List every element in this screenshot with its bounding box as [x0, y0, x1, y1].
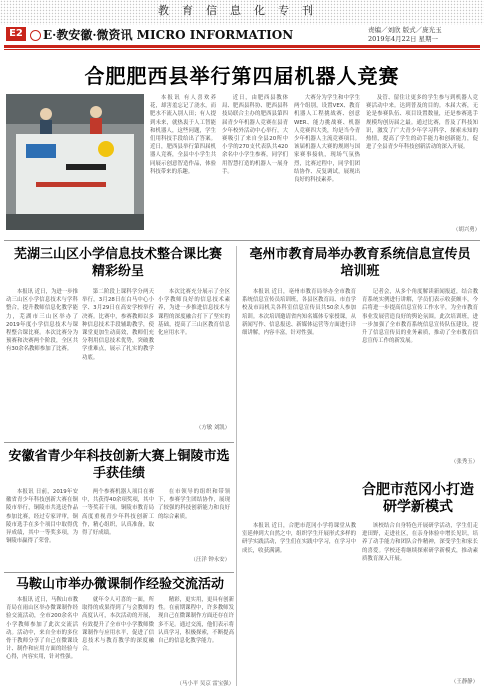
hefei-headline: 合肥市范冈小打造研学新模式 — [362, 482, 474, 515]
main-article-col-1: 本报讯 有人喜欢养花，却害羞忘记了浇水，而肥水不流入别人田；有人提到未来，就热衷于人工智能和机器人，这些问题，学生们用科技手段给出了答案。近日，肥西县举行第四届机器人竞赛，全县中小学生共同展示创意智造作品，体验科技带来的乐趣。 — [150, 95, 216, 175]
main-headline: 合肥肥西县举行第四届机器人竞赛 — [84, 64, 400, 88]
wuhu-col-2: 第二阶段上课科学分两天举行，3月28日在白马中心小学、3月29日在高安学校举行决赛。比赛中，参赛教师以多种信息技术手段辅助教学，使课堂更加生动高效，教师们充分利用信息技术优势，突破教学重难点，展示了扎实的教学功底。 — [82, 289, 154, 361]
section-divider — [4, 240, 480, 241]
editor-line: 责编／刘欣 版式／庞光玉 — [368, 26, 442, 34]
main-article-col-2: 近日，由肥西县教体局、肥西县科协、肥西县科技局联合主办的肥西县第四届青少年机器人竞赛在县青少年校外活动中心举行，大赛吸引了来自全县20所中小学的270支代表队共420余名中小学生参赛，同学们用智慧打造的机器人一展身手。 — [222, 95, 288, 175]
page-meta — [368, 26, 480, 44]
header-rule-thin — [4, 49, 480, 50]
maanshan-col-1: 本报讯 近日，马鞍山市教育局在雨山区举办微课制作经验交流活动，全市200余名中小学教师参加了此次交流活动。活动中，来自全市的多位骨干教师分享了自己在微课设计、制作和应用方面的经验与心得，内容实用，针对性强。 — [6, 597, 78, 661]
robot-competition-photo — [6, 94, 144, 230]
page-title-text: E·教安徽·微资讯 MICRO INFORMATION — [43, 28, 294, 42]
maanshan-credit: （马小平 吴京 雷宝强） — [176, 681, 234, 687]
section-banner: 教育信息化专刊 — [158, 4, 326, 17]
maanshan-headline: 马鞍山市举办微课制作经验交流活动 — [15, 577, 224, 592]
page-title — [30, 26, 293, 43]
wuhu-col-3: 本次比赛充分展示了全区小学教师良好的信息技术素养，为进一步推进信息技术与课程的深度融合打下了坚实的基础，提高了三山区教育信息化应用水平。 — [158, 289, 230, 337]
hefei-col-2: 该校结合自身特色开展研学活动，学生们走进田野，走进社区，在亲身体验中增长见识，培养了动手能力和团队合作精神，深受学生和家长的喜爱。学校还将继续探索研学新模式，推动素质教育深入开展。 — [362, 523, 478, 562]
page-number-badge: E2 — [6, 27, 26, 41]
date-line: 2019年4月22日 星期一 — [368, 35, 439, 43]
hefei-credit: （王静静） — [451, 679, 478, 685]
main-article-col-3: 大赛分为学生和中学生两个组别，设置VEX、教育机器人工程挑战赛、创意WER、能力挑战赛、机器人竞赛四大类，均是当今青少年机器人主流竞赛项目。该届机器人大赛的规则与国家赛事接轨，现场气氛热烈，比赛过程中，同学们团结协作、反复调试，展现出良好的科技素养。 — [294, 95, 360, 184]
anhui-headline: 安徽省青少年科技创新大赛上铜陵市选手获佳绩 — [8, 449, 230, 481]
anhui-col-1: 本报讯 日前，2019年安徽省青少年科技创新大赛在铜陵市举行，铜陵市共选送作品参加比赛，经过专家评审，铜陵市选手在多个项目中取得优异成绩，其中一等奖多项，为铜陵市赢得了荣誉。 — [6, 489, 78, 545]
maanshan-col-3: 精彩，更实用，更具有创新性。在前期课程中，许多教师发现自己在微课制作方面还存在许多不足。通过交流，他们表示将认真学习，积极探索，不断提高自己的信息化教学能力。 — [158, 597, 234, 645]
bozhou-col-1: 本报讯 近日，亳州市教育局举办全市教育系统信息宣传员培训班，各县区教育局、市直学校及市局机关各科室信息宣传员共50余人参加培训。本次培训邀请省内知名媒体专家授课，从新闻写作、信息报送、新媒体运营等方面进行详细讲解，内容丰富，针对性强。 — [242, 289, 356, 337]
main-article-col-4: 及管、留住让更多的学生参与到机器人竞赛活动中来。达到普及的目的。本届大赛，无论是参赛队伍、项目设置数量，还是参赛选手规模均创历届之最。通过比赛，普及了科技知识，激发了广大青少年学习科学、探索未知的热情，提高了学生的动手能力和创新能力，促进了全县青少年科技创新活动的深入开展。 — [366, 95, 478, 151]
maanshan-col-2: 就年令人可喜的一面，所取得的成果得到了与会教师的高度认可，本次活动的开展，有效提升了全市中小学教师微课制作与应用水平，促进了信息技术与教育教学的深度融合。 — [82, 597, 154, 653]
bozhou-credit: （张秀玉） — [451, 459, 478, 465]
anhui-col-2: 两个参赛机器人项目在赛中，共获得40余项奖项，其中一等奖若干项。铜陵市教育局高度重视青少年科技创新工作，精心组织，认真准备，取得了好成绩。 — [82, 489, 154, 537]
section-divider-3 — [4, 572, 234, 573]
header-rule — [4, 45, 480, 48]
column-divider — [236, 246, 237, 686]
wuhu-headline: 芜湖三山区小学信息技术整合课比赛精彩纷呈 — [13, 247, 222, 279]
photo-illustration — [6, 94, 144, 230]
wuhu-credit: （方敏 刘凯） — [195, 425, 230, 431]
bozhou-headline: 亳州市教育局举办教育系统信息宣传员培训班 — [249, 247, 471, 279]
anhui-credit: （汪洋 钟永安） — [190, 557, 230, 563]
anhui-col-3: 在市领导的组织和带领下，参赛学生团结协作，展现了较强的科技创新能力和良好的综合素质。 — [158, 489, 230, 520]
logo-icon — [30, 30, 41, 41]
main-article-credit: （胡兴勇） — [453, 227, 480, 233]
hefei-col-1: 本报讯 近日，合肥市范冈小学将课堂从教室延伸到大自然之中，组织学生开展形式多样的研学实践活动，学生们在实践中学习，在学习中成长，收获满满。 — [242, 523, 356, 554]
bozhou-col-2: 记者会，从多个角度解读新闻报道，结合教育系统实例进行讲解，学员们表示收获颇丰，今后将进一步提高信息宣传工作水平，为全市教育事业发展营造良好的舆论氛围。此次培训班，进一步加强了全市教育系统信息宣传队伍建设，提升了信息宣传员的业务素质，推动了全市教育信息宣传工作的新发展。 — [362, 289, 478, 345]
wuhu-col-1: 本报讯 近日，为进一步推动三山区小学信息技术与学科整合，提升教师信息化教学能力，芜湖市三山区举办了2019年度小学信息技术与课程整合课比赛。本次比赛分为预赛和决赛两个阶段，全区共有30余名教师参加了比赛。 — [6, 289, 78, 353]
section-divider-2 — [4, 442, 234, 443]
